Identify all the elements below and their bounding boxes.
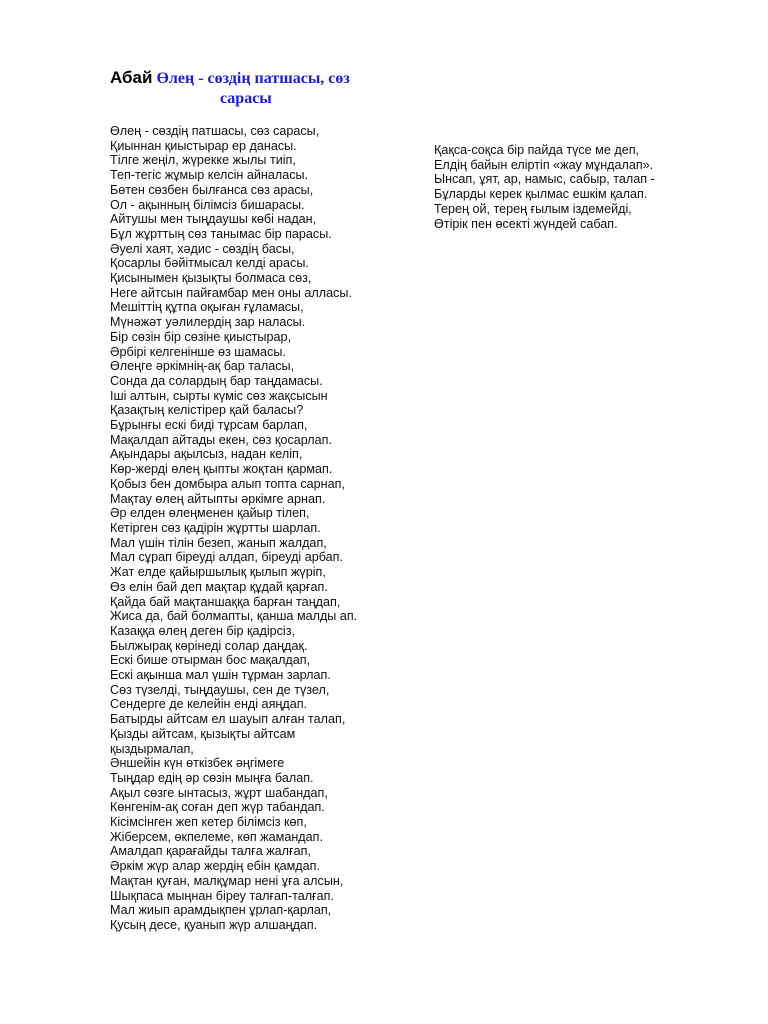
poem-line: Теп-тегіс жұмыр келсін айналасы. bbox=[110, 168, 309, 183]
poem-line: Айтушы мен тыңдаушы көбі надан, bbox=[110, 212, 317, 227]
poem-line: Бөтен сөзбен былғанса сөз арасы, bbox=[110, 182, 314, 197]
poem-line: Тыңдар едің әр сөзін мыңға балап. bbox=[110, 770, 314, 785]
poem-line: Ақыл сөзге ынтасыз, жұрт шабандап, bbox=[110, 785, 328, 800]
poem-line: Қиыннан қиыстырар ер данасы. bbox=[110, 138, 297, 153]
poem-line: Казаққа өлең деген бір қадірсіз, bbox=[110, 623, 295, 638]
poem-line: Мақтан қуған, малқұмар нені ұға алсын, bbox=[110, 873, 344, 888]
poem-line: Өтірік пен өсекті жүндей сабап. bbox=[434, 216, 618, 231]
poem-line: Бұл жұрттың сөз танымас бір парасы. bbox=[110, 226, 332, 241]
poem-line: Ынсап, ұят, ар, намыс, сабыр, талап - bbox=[434, 172, 655, 187]
author-name: Абай bbox=[110, 68, 153, 87]
poem-line: Қисынымен қызықты болмаса сөз, bbox=[110, 271, 312, 286]
poem-line: Әркім жүр алар жердің ебін қамдап. bbox=[110, 859, 320, 874]
poem-line: қыздырмалап, bbox=[110, 741, 194, 756]
poem-line: Жиса да, бай болмапты, қанша малды ап. bbox=[110, 609, 358, 624]
poem-line: Іші алтын, сырты күміс сөз жақсысын bbox=[110, 388, 328, 403]
poem-line: Мақтау өлең айтыпты әркімге арнап. bbox=[110, 491, 326, 506]
poem-line: Көнгенім-ақ соған деп жүр табандап. bbox=[110, 800, 325, 815]
poem-line: Бұларды керек қылмас ешкім қалап. bbox=[434, 187, 648, 202]
poem-line: Былжырақ көрінеді солар даңдақ. bbox=[110, 638, 308, 653]
poem-line: Әр елден өлеңменен қайыр тілеп, bbox=[110, 506, 310, 521]
poem-line: Кетірген сөз қадірін жұртты шарлап. bbox=[110, 520, 321, 535]
poem-line: Сонда да солардың бар таңдамасы. bbox=[110, 373, 323, 388]
poem-line: Амалдап қарағайды талға жалғап, bbox=[110, 844, 311, 859]
poem-line: Мал сұрап біреуді алдап, біреуді арбап. bbox=[110, 550, 343, 565]
poem-title: Өлең - сөздің патшасы, сөз bbox=[156, 70, 350, 87]
poem-line: Қайда бай мақтаншаққа барған таңдап, bbox=[110, 594, 341, 609]
poem-line: Ескі ақынша мал үшін тұрман зарлап. bbox=[110, 668, 331, 683]
poem-column-right bbox=[434, 143, 655, 231]
poem-line: Шықпаса мыңнан біреу талғап-талғап. bbox=[110, 888, 334, 903]
poem-line: Жіберсем, өкпелеме, көп жамандап. bbox=[110, 829, 323, 844]
title-line-1 bbox=[110, 68, 440, 88]
poem-line: Бір сөзін бір сөзіне қиыстырар, bbox=[110, 329, 291, 344]
poem-line: Өз елін бай деп мақтар құдай қарғап. bbox=[110, 579, 328, 594]
poem-line: Жат елде қайыршылық қылып жүріп, bbox=[110, 565, 326, 580]
poem-line: Тілге жеңіл, жүрекке жылы тиіп, bbox=[110, 153, 296, 168]
poem-line: Қосарлы бәйітмысал келді арасы. bbox=[110, 256, 309, 271]
poem-line: Көр-жерді өлең қыпты жоқтан қармап. bbox=[110, 462, 333, 477]
poem-line: Қызды айтсам, қызықты айтсам bbox=[110, 726, 296, 741]
poem-line: Мүнәжәт уәлилердің зар наласы. bbox=[110, 315, 306, 330]
poem-line: Кісімсінген жеп кетер білімсіз көп, bbox=[110, 815, 307, 830]
poem-line: Ақындары ақылсыз, надан келіп, bbox=[110, 447, 303, 462]
poem-line: Әрбірі келгенінше өз шамасы. bbox=[110, 344, 286, 359]
poem-line: Қазақтың келістірер қай баласы? bbox=[110, 403, 304, 418]
poem-line: Әуелі хаят, хәдис - сөздің басы, bbox=[110, 241, 295, 256]
poem-line: Батырды айтсам ел шауып алған талап, bbox=[110, 712, 346, 727]
poem-header bbox=[110, 68, 440, 108]
poem-line: Ескі бише отырман бос мақалдап, bbox=[110, 653, 311, 668]
poem-line: Мақалдап айтады екен, сөз қосарлап. bbox=[110, 432, 332, 447]
poem-line: Өлеңге әркімнің-ақ бар таласы, bbox=[110, 359, 295, 374]
poem-column-left bbox=[110, 124, 357, 933]
poem-line: Қақса-соқса бір пайда түсе ме деп, bbox=[434, 143, 640, 157]
poem-line: Мал жиып арамдықпен ұрлап-қарлап, bbox=[110, 903, 332, 918]
poem-line: Қобыз бен домбыра алып топта сарнап, bbox=[110, 476, 345, 491]
poem-line: Мешіттің құтпа оқыған ғұламасы, bbox=[110, 300, 304, 315]
poem-line: Өлең - сөздің патшасы, сөз сарасы, bbox=[110, 124, 320, 138]
poem-title-continuation: сарасы bbox=[220, 90, 272, 107]
poem-line: Терең ой, терең ғылым іздемейді, bbox=[434, 201, 632, 216]
poem-line: Әншейін күн өткізбек әңгімеге bbox=[110, 756, 285, 771]
poem-line: Бұрынғы ескі биді тұрсам барлап, bbox=[110, 418, 308, 433]
poem-line: Сендерге де келейін енді аяңдап. bbox=[110, 697, 308, 712]
poem-line: Қусың десе, қуанып жүр алшаңдап. bbox=[110, 917, 318, 932]
poem-line: Сөз түзелді, тыңдаушы, сен де түзел, bbox=[110, 682, 330, 697]
poem-line: Ол - ақынның білімсіз бишарасы. bbox=[110, 197, 305, 212]
poem-line: Мал үшін тілін безеп, жанып жалдап, bbox=[110, 535, 327, 550]
poem-line: Неге айтсын пайғамбар мен оны алласы. bbox=[110, 285, 352, 300]
poem-line: Елдің байын еліртіп «жау мұндалап». bbox=[434, 157, 654, 172]
